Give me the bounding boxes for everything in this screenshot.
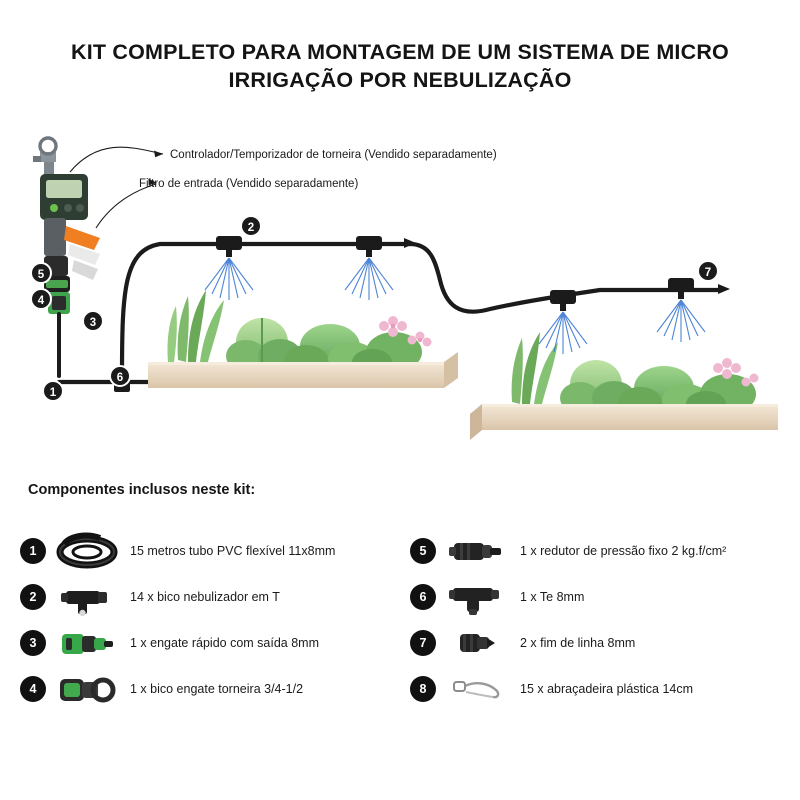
component-badge-1: 1 — [20, 538, 46, 564]
page-title: KIT COMPLETO PARA MONTAGEM DE UM SISTEMA DE MICRO IRRIGAÇÃO POR NEBULIZAÇÃO — [71, 40, 729, 93]
component-label-7: 2 x fim de linha 8mm — [520, 636, 636, 650]
end-plug-icon — [446, 622, 508, 664]
system-diagram — [0, 110, 800, 470]
planter-bed-left — [148, 290, 458, 388]
component-label-8: 15 x abraçadeira plástica 14cm — [520, 682, 694, 696]
component-item-8 — [410, 666, 790, 712]
diagram-badge-3[interactable]: 3 — [82, 310, 104, 332]
component-badge-2: 2 — [20, 584, 46, 610]
quick-connector-icon — [56, 622, 118, 664]
component-item-7 — [410, 620, 790, 666]
callout-controller-label: Controlador/Temporizador de torneira (Vendido separadamente) — [170, 149, 497, 161]
tee-connector-icon — [446, 576, 508, 618]
diagram-badge-7[interactable]: 7 — [697, 260, 719, 282]
tap-adapter-icon — [56, 668, 118, 710]
component-badge-8: 8 — [410, 676, 436, 702]
component-item-4 — [20, 666, 400, 712]
t-mist-nozzle-icon — [56, 576, 118, 618]
component-label-5: 1 x redutor de pressão fixo 2 kg.f/cm² — [520, 544, 727, 558]
component-label-4: 1 x bico engate torneira 3/4-1/2 — [130, 682, 304, 696]
diagram-badge-5[interactable]: 5 — [30, 262, 52, 284]
component-item-5 — [410, 528, 790, 574]
faucet-assembly — [33, 138, 100, 376]
diagram-badge-6[interactable]: 6 — [109, 365, 131, 387]
mist-nozzle-bed-right-2 — [657, 278, 705, 342]
component-item-2 — [20, 574, 400, 620]
component-label-6: 1 x Te 8mm — [520, 590, 585, 604]
component-label-1: 15 metros tubo PVC flexível 11x8mm — [130, 544, 336, 558]
component-label-3: 1 x engate rápido com saída 8mm — [130, 636, 319, 650]
component-badge-5: 5 — [410, 538, 436, 564]
diagram-badge-2[interactable]: 2 — [240, 215, 262, 237]
components-column-right — [410, 528, 790, 712]
diagram-badge-4[interactable]: 4 — [30, 288, 52, 310]
component-item-1 — [20, 528, 400, 574]
component-label-2: 14 x bico nebulizador em T — [130, 590, 280, 604]
component-badge-7: 7 — [410, 630, 436, 656]
component-item-6 — [410, 574, 790, 620]
component-item-3 — [20, 620, 400, 666]
diagram-svg — [0, 110, 800, 470]
component-badge-3: 3 — [20, 630, 46, 656]
component-badge-4: 4 — [20, 676, 46, 702]
components-heading: Componentes inclusos neste kit: — [28, 482, 256, 498]
component-badge-6: 6 — [410, 584, 436, 610]
components-column-left — [20, 528, 400, 712]
diagram-badge-1[interactable]: 1 — [42, 380, 64, 402]
pressure-reducer-icon — [446, 530, 508, 572]
planter-bed-right — [470, 332, 778, 440]
hose-coil-icon — [56, 530, 118, 572]
callout-filter-label: Filtro de entrada (Vendido separadamente) — [139, 178, 359, 190]
cable-tie-icon — [446, 668, 508, 710]
